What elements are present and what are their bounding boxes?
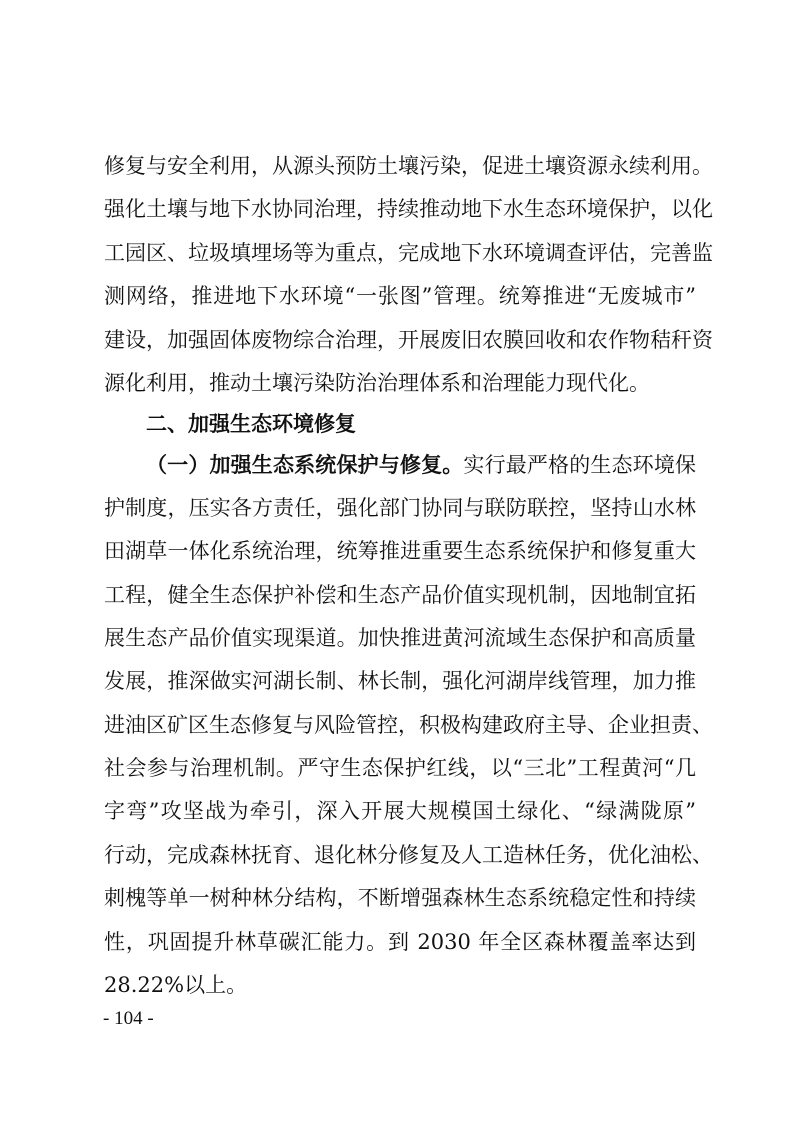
document-body xyxy=(104,145,713,1007)
text-line: 刺槐等单一树种林分结构，不断增强森林生态系统稳定性和持续 xyxy=(104,886,696,911)
text-line: 强化土壤与地下水协同治理，持续推动地下水生态环境保护，以化 xyxy=(104,197,713,222)
text-line: 修复与安全利用，从源头预防土壤污染，促进土壤资源永续利用。 xyxy=(104,154,713,178)
text-line: 源化利用，推动土壤污染防治治理体系和治理能力现代化。 xyxy=(104,370,650,395)
text-fragment: 实行最严格的生态环境保 xyxy=(463,453,697,478)
text-line: 工程，健全生态保护补偿和生态产品价值实现机制，因地制宜拓 xyxy=(104,582,696,607)
text-line: 田湖草一体化系统治理，统筹推进重要生态系统保护和修复重大 xyxy=(104,539,696,564)
text-line: 工园区、垃圾填埋场等为重点，完成地下水环境调查评估，完善监 xyxy=(104,240,713,265)
paragraph-soil xyxy=(104,145,713,405)
text-line: 字弯”攻坚战为牵引，深入开展大规模国土绿化、“绿满陇原” xyxy=(104,799,696,824)
text-line: 社会参与治理机制。严守生态保护红线，以“三北”工程黄河“几 xyxy=(104,756,696,781)
text-line-first xyxy=(104,443,696,486)
section-heading: 二、加强生态环境修复 xyxy=(146,412,356,437)
text-line: 行动，完成森林抚育、退化林分修复及人工造林任务，优化油松、 xyxy=(104,842,713,867)
text-line: 发展，推深做实河湖长制、林长制，强化河湖岸线管理，加力推 xyxy=(104,669,696,694)
text-line: 护制度，压实各方责任，强化部门协同与联防联控，坚持山水林 xyxy=(104,495,696,520)
text-line: 28.22%以上。 xyxy=(104,973,248,998)
paragraph-ecosystem xyxy=(104,443,713,1007)
subsection-title: （一）加强生态系统保护与修复。 xyxy=(146,452,464,478)
text-line: 展生态产品价值实现渠道。加快推进黄河流域生态保护和高质量 xyxy=(104,625,696,650)
text-line: 进油区矿区生态修复与风险管控，积极构建政府主导、企业担责、 xyxy=(104,712,713,737)
text-line: 测网络，推进地下水环境“一张图”管理。统筹推进“无废城市” xyxy=(104,284,696,309)
text-line: 建设，加强固体废物综合治理，开展废旧农膜回收和农作物秸秆资 xyxy=(104,327,713,352)
text-line: 性，巩固提升林草碳汇能力。到 2030 年全区森林覆盖率达到 xyxy=(104,929,696,954)
page-number: - 104 - xyxy=(103,1008,154,1029)
